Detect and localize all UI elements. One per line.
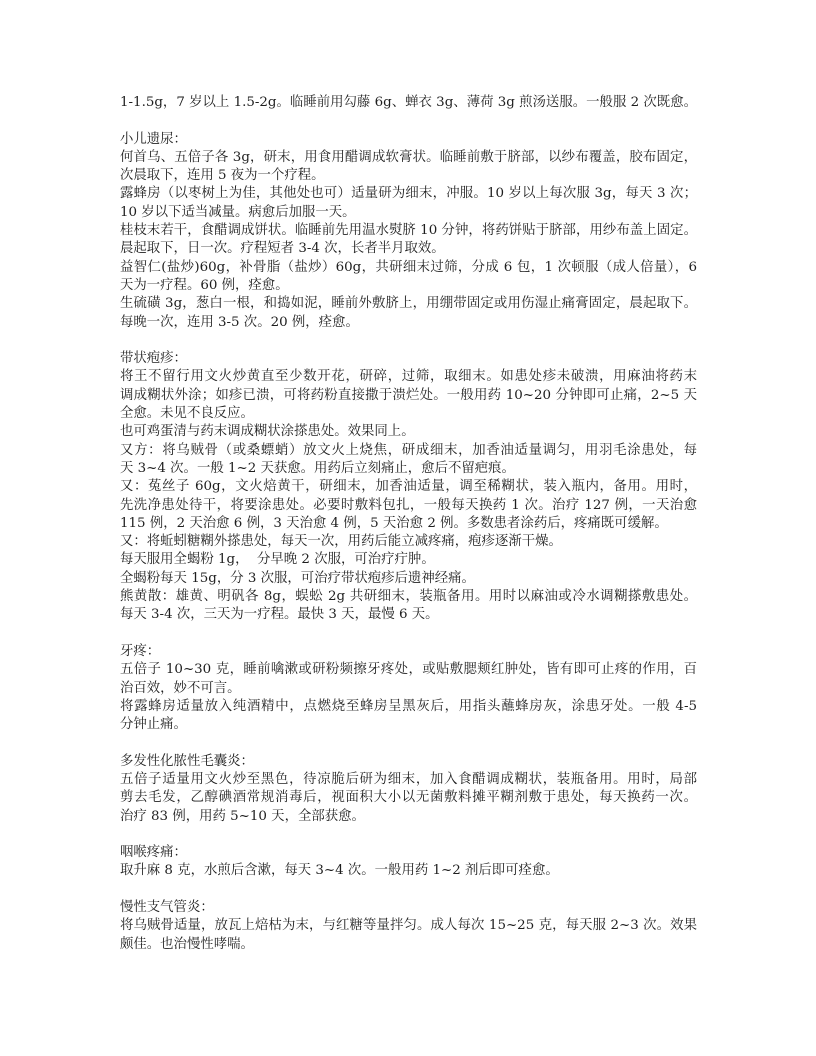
text-line: 生硫磺 3g，葱白一根，和捣如泥，睡前外敷脐上，用绷带固定或用伤湿止痛膏固定，晨起取下。 <box>120 296 697 312</box>
text-line: 五倍子 10~30 克，睡前噙漱或研粉频擦牙疼处，或贴敷腮颊红肿处，皆有即可止疼的作用，百 <box>120 662 697 678</box>
section-sore-throat <box>120 844 697 881</box>
text-line: 又：菟丝子 60g，文火焙黄干，研细末，加香油适量，调至稀糊状，装入瓶内，备用。用时， <box>120 479 697 495</box>
spacer <box>120 734 697 752</box>
text-line: 分钟止痛。 <box>120 717 187 733</box>
text-line: 也可鸡蛋清与药末调成糊状涂搽患处。效果同上。 <box>120 424 415 440</box>
text-line: 桂枝末若干，食醋调成饼状。临睡前先用温水熨脐 10 分钟，将药饼贴于脐部，用纱布盖上固定。 <box>120 223 697 239</box>
text-line: 天为一疗程。60 例，痊愈。 <box>120 277 289 293</box>
text-line: 115 例，2 天治愈 6 例，3 天治愈 4 例，5 天治愈 2 例。多数患者涂药后，疼痛既可缓解。 <box>120 515 668 531</box>
text-line: 先洗净患处待干，将要涂患处。必要时敷料包扎，一般每天换药 1 次。治疗 127 例，一天治愈 <box>120 497 697 513</box>
text-line: 治疗 83 例，用药 5~10 天，全部获愈。 <box>120 808 365 824</box>
text-line: 每天服用全蝎粉 1g， 分早晚 2 次服，可治疗疔肿。 <box>120 552 435 568</box>
section-toothache <box>120 643 697 734</box>
text-line: 晨起取下，日一次。疗程短者 3-4 次，长者半月取效。 <box>120 241 445 257</box>
text-line: 将王不留行用文火炒黄直至少数开花，研碎，过筛，取细末。如患处疹未破溃，用麻油将药末 <box>120 369 697 385</box>
section-title: 带状疱疹： <box>120 351 187 367</box>
text-line: 又方：将乌贼骨（或桑螵蛸）放文火上烧焦，研成细末，加香油适量调匀，用羽毛涂患处，每 <box>120 442 697 458</box>
intro-line: 1-1.5g，7 岁以上 1.5-2g。临睡前用勾藤 6g、蝉衣 3g、薄荷 3g 煎汤送服。一般服 2 次既愈。 <box>120 95 697 110</box>
text-line: 10 岁以下适当减量。病愈后加服一天。 <box>120 204 356 220</box>
spacer <box>120 625 697 643</box>
spacer <box>120 881 697 899</box>
text-line: 益智仁(盐炒)60g，补骨脂（盐炒）60g，共研细末过筛，分成 6 包，1 次顿服（成人倍量），6 <box>120 259 697 275</box>
text-line: 剪去毛发，乙醇碘酒常规消毒后，视面积大小以无菌敷料摊平糊剂敷于患处，每天换药一次。 <box>120 790 697 806</box>
text-line: 将乌贼骨适量，放瓦上焙枯为末，与红糖等量拌匀。成人每次 15~25 克，每天服 2~3 次。效果 <box>120 918 697 934</box>
text-line: 调成糊状外涂；如疹已溃，可将药粉直接撒于溃烂处。一般用药 10~20 分钟即可止痛，2~5 天 <box>120 387 697 403</box>
section-folliculitis <box>120 753 697 826</box>
section-herpes-zoster <box>120 350 697 624</box>
section-enuresis <box>120 131 697 332</box>
text-line: 每天 3-4 次，三天为一疗程。最快 3 天，最慢 6 天。 <box>120 607 439 623</box>
spacer <box>120 332 697 350</box>
section-title: 牙疼： <box>120 643 161 659</box>
text-line: 次晨取下，连用 5 夜为一个疗程。 <box>120 168 325 184</box>
section-chronic-bronchitis <box>120 899 697 954</box>
text-line: 露蜂房（以枣树上为佳，其他处也可）适量研为细末，冲服。10 岁以上每次服 3g，每天 3 次； <box>120 186 697 202</box>
text-line: 将露蜂房适量放入纯酒精中，点燃烧至蜂房呈黑灰后，用指头蘸蜂房灰，涂患牙处。一般 4-5 <box>120 698 697 714</box>
text-line: 五倍子适量用文火炒至黑色，待凉脆后研为细末，加入食醋调成糊状，装瓶备用。用时，局部 <box>120 771 697 787</box>
text-line: 天 3~4 次。一般 1~2 天获愈。用药后立刻痛止，愈后不留疤痕。 <box>120 460 515 476</box>
section-title: 慢性支气管炎： <box>120 900 214 916</box>
document-page <box>120 94 697 954</box>
text-line: 又：将蚯蚓糖糊外搽患处，每天一次，用药后能立减疼痛，疱疹逐渐干燥。 <box>120 534 562 550</box>
text-line: 颇佳。也治慢性哮喘。 <box>120 936 254 952</box>
text-line: 熊黄散：雄黄、明矾各 8g，蜈蚣 2g 共研细末，装瓶备用。用时以麻油或冷水调糊搽敷患处。 <box>120 589 697 605</box>
section-title: 咽喉疼痛： <box>120 845 187 861</box>
text-line: 全蝎粉每天 15g，分 3 次服，可治疗带状疱疹后遗神经痛。 <box>120 570 475 586</box>
section-title: 小儿遗尿： <box>120 131 187 147</box>
text-line: 取升麻 8 克，水煎后含漱，每天 3~4 次。一般用药 1~2 剂后即可痊愈。 <box>120 863 559 879</box>
section-title: 多发性化脓性毛囊炎： <box>120 753 254 769</box>
text-line: 治百效，妙不可言。 <box>120 680 241 696</box>
text-line: 全愈。未见不良反应。 <box>120 406 254 422</box>
spacer <box>120 112 697 130</box>
text-line: 何首乌、五倍子各 3g，研末，用食用醋调成软膏状。临睡前敷于脐部，以纱布覆盖，胶布固定， <box>120 149 697 165</box>
spacer <box>120 826 697 844</box>
text-line: 每晚一次，连用 3-5 次。20 例，痊愈。 <box>120 314 359 330</box>
